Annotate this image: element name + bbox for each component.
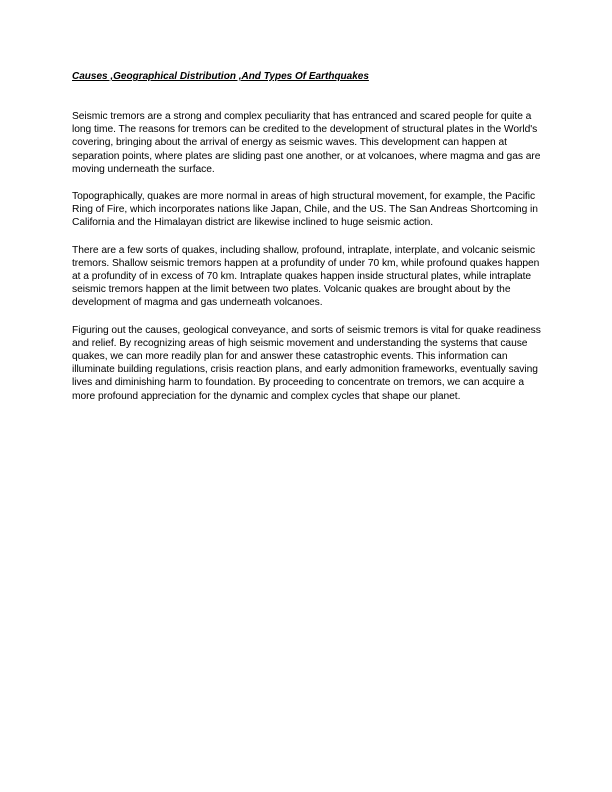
document-title: Causes ,Geographical Distribution ,And Types Of Earthquakes [72,71,369,82]
paragraph-conclusion: Figuring out the causes, geological conveyance, and sorts of seismic tremors is vital for quake readiness and relief. By recognizing areas of high seismic movement and understanding the systems that cause quakes, we can more readily plan for and answer these catastrophic events. This information can illuminate building regulations, crisis reaction plans, and early admonition frameworks, eventually saving lives and diminishing harm to foundation. By proceeding to concentrate on tremors, we can acquire a more profound appreciation for the dynamic and complex cycles that shape our planet. [72,324,541,402]
document-body [72,70,544,417]
paragraph-geographical-distribution: Topographically, quakes are more normal in areas of high structural movement, for example, the Pacific Ring of Fire, which incorporates nations like Japan, Chile, and the US. The San Andreas Shortcoming in California and the Himalayan district are likewise inclined to huge seismic action. [72,191,538,229]
paragraph-types: There are a few sorts of quakes, including shallow, profound, intraplate, interplate, and volcanic seismic tremors. Shallow seismic tremors happen at a profundity of under 70 km, while profound quakes happen at a profundity of in excess of 70 km. Intraplate quakes happen inside structural plates, while intraplate seismic tremors happen at the limit between two plates. Volcanic quakes are brought about by the development of magma and gas underneath volcanoes. [72,244,540,309]
paragraph-causes: Seismic tremors are a strong and complex peculiarity that has entranced and scared people for quite a long time. The reasons for tremors can be credited to the development of structural plates in the World's covering, bringing about the arrival of energy as seismic waves. This development can happen at separation points, where plates are sliding past one another, or at volcanoes, where magma and gas are moving underneath the surface. [72,111,541,175]
